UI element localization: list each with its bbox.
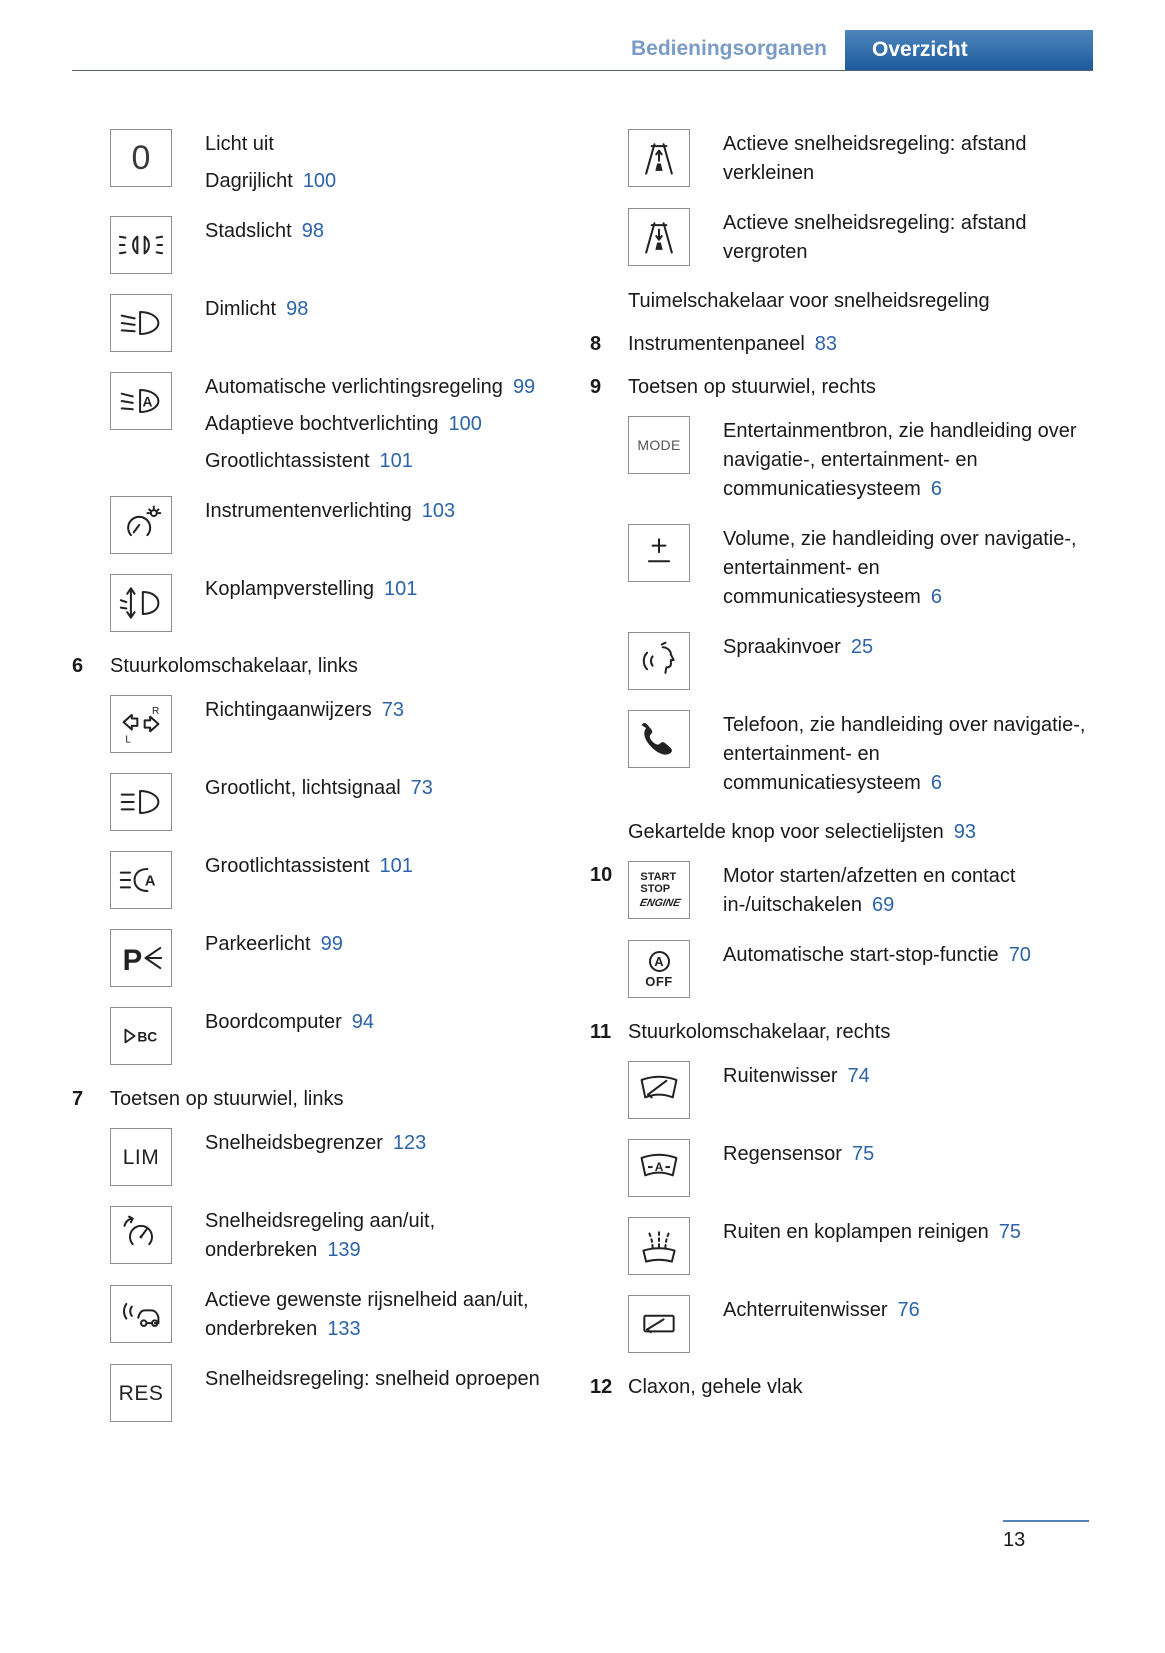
acc-distance-decrease-icon: [628, 129, 690, 187]
svg-text:A: A: [144, 873, 156, 890]
low-beam-icon: [110, 294, 172, 352]
entry-text: Regensensor 75: [723, 1143, 875, 1165]
entry-text: Ruiten en koplampen reinigen 75: [723, 1221, 1021, 1243]
washer-icon: [628, 1217, 690, 1275]
page-reference: 98: [286, 298, 309, 320]
entry-texts: [723, 129, 1092, 188]
entry-row: [590, 1295, 1092, 1353]
section-row: [590, 330, 1092, 359]
entry-texts: [723, 208, 1092, 267]
page-reference: 101: [383, 578, 418, 600]
entry-text: Grootlichtassistent 101: [205, 855, 413, 877]
page-reference: 73: [410, 777, 433, 799]
entry-text: Ruitenwisser 74: [723, 1065, 870, 1087]
wiper-icon: [628, 1061, 690, 1119]
section-row: [72, 652, 574, 681]
item-number: 7: [72, 1088, 84, 1110]
entry-texts: [205, 1128, 426, 1158]
volume-icon: [628, 524, 690, 582]
page-reference: 103: [421, 500, 456, 522]
rear-wiper-icon: [628, 1295, 690, 1353]
entry-texts: [205, 129, 336, 196]
rain-sensor-icon: [628, 1139, 690, 1197]
entry-texts: [723, 710, 1092, 798]
item-number: 10: [590, 864, 613, 886]
entry-text: Snelheidsbegrenzer 123: [205, 1132, 427, 1154]
entry-text: Actieve gewenste rijsnelheid aan/uit, onderbreken 133: [205, 1289, 529, 1340]
entry-texts: [205, 496, 455, 526]
entry-row: [72, 695, 574, 753]
mode-icon: MODE: [628, 416, 690, 474]
page-reference: 93: [953, 821, 976, 843]
page-reference: 74: [847, 1065, 870, 1087]
item-label: Tuimelschakelaar voor snelheidsregeling: [628, 290, 990, 312]
entry-texts: [723, 1217, 1021, 1247]
resume-icon: RES: [110, 1364, 172, 1422]
item-number: 8: [590, 333, 602, 355]
entry-texts: [205, 574, 417, 604]
entry-text: Snelheidsregeling aan/uit, onderbreken 139: [205, 1210, 436, 1261]
content: [72, 129, 1093, 1442]
entry-row: [72, 929, 574, 987]
page-reference: 99: [512, 376, 536, 398]
item-number: 11: [590, 1021, 612, 1043]
entry-texts: [723, 1139, 874, 1169]
acc-toggle-icon: [110, 1285, 172, 1343]
entry-text: Adaptieve bochtverlichting 100: [205, 413, 482, 435]
entry-row: [590, 524, 1092, 612]
parking-light-icon: [110, 929, 172, 987]
entry-texts: [723, 861, 1092, 920]
item-label: Stuurkolomschakelaar, links: [110, 655, 358, 677]
page-reference: 123: [392, 1132, 427, 1154]
item-number: 9: [590, 376, 602, 398]
entry-text: Snelheidsregeling: snelheid oproepen: [205, 1368, 540, 1390]
entry-text: Dimlicht 98: [205, 298, 309, 320]
entry-row: [72, 1128, 574, 1186]
entry-texts: [205, 372, 535, 476]
entry-texts: [205, 216, 324, 246]
page-reference: 76: [897, 1299, 920, 1321]
tab-label: Overzicht: [872, 38, 968, 61]
acc-distance-increase-icon: [628, 208, 690, 266]
item-label: Toetsen op stuurwiel, rechts: [628, 376, 876, 398]
page-reference: 100: [302, 170, 337, 192]
page-reference: 6: [930, 586, 942, 608]
entry-text: Licht uit: [205, 133, 274, 155]
item-label: Claxon, gehele vlak: [628, 1376, 803, 1398]
entry-text: Spraakinvoer 25: [723, 636, 874, 658]
cruise-control-icon: [110, 1206, 172, 1264]
entry-text: Richtingaanwijzers 73: [205, 699, 404, 721]
svg-text:A: A: [654, 1159, 664, 1174]
high-beam-assist-icon: [110, 851, 172, 909]
entry-text: Actieve snelheidsregeling: afstand verkleinen: [723, 133, 1027, 184]
page-reference: 70: [1008, 944, 1031, 966]
entry-texts: [723, 416, 1092, 504]
item-label: Instrumentenpaneel 83: [628, 333, 838, 355]
entry-text: Automatische start-stop-functie 70: [723, 944, 1031, 966]
auto-start-stop-icon: A OFF: [628, 940, 690, 998]
high-beam-icon: [110, 773, 172, 831]
item-label: Gekartelde knop voor selectielijsten 93: [628, 821, 976, 843]
entry-row: [590, 208, 1092, 267]
section-row: [590, 1018, 1092, 1047]
entry-texts: [205, 294, 308, 324]
page-footer: [1003, 1520, 1089, 1552]
entry-texts: [723, 940, 1031, 970]
entry-row: [590, 416, 1092, 504]
entry-row: [590, 1061, 1092, 1119]
entry-text: Volume, zie handleiding over navigatie-, entertainment- en communicatiesysteem 6: [723, 528, 1077, 608]
entry-text: Instrumentenverlichting 103: [205, 500, 456, 522]
entry-texts: [723, 1295, 920, 1325]
svg-text:L: L: [125, 734, 132, 746]
svg-text:R: R: [152, 705, 160, 717]
page-reference: 99: [320, 933, 343, 955]
entry-text: Dagrijlicht 100: [205, 170, 337, 192]
entry-texts: [205, 1364, 540, 1394]
item-number: 12: [590, 1376, 613, 1398]
page-reference: 98: [301, 220, 324, 242]
section-row: [72, 1085, 574, 1114]
entry-text: Koplampverstelling 101: [205, 578, 418, 600]
entry-row: [72, 129, 574, 196]
entry-row: [590, 632, 1092, 690]
phone-icon: [628, 710, 690, 768]
page-reference: 83: [814, 333, 838, 355]
city-light-icon: [110, 216, 172, 274]
entry-row: [590, 1217, 1092, 1275]
footer-rule: [1003, 1520, 1089, 1522]
entry-text: Grootlicht, lichtsignaal 73: [205, 777, 433, 799]
onboard-computer-icon: [110, 1007, 172, 1065]
entry-row: [72, 1364, 574, 1422]
item-label: Stuurkolomschakelaar, rechts: [628, 1021, 891, 1043]
entry-text: Stadslicht 98: [205, 220, 324, 242]
item-label: Toetsen op stuurwiel, links: [110, 1088, 344, 1110]
entry-row: [72, 1007, 574, 1065]
entry-texts: [205, 1007, 374, 1037]
entry-text: Actieve snelheidsregeling: afstand vergroten: [723, 212, 1027, 263]
page-reference: 101: [379, 855, 413, 877]
entry-row: [590, 129, 1092, 188]
entry-row: [72, 1285, 574, 1344]
left-column: [72, 129, 574, 1442]
page-reference: 133: [327, 1318, 361, 1340]
text-row: [590, 818, 1092, 847]
entry-row: [590, 710, 1092, 798]
svg-text:BC: BC: [137, 1029, 158, 1045]
entry-texts: [205, 851, 413, 881]
entry-row: [72, 294, 574, 352]
entry-row: [72, 574, 574, 632]
auto-light-icon: [110, 372, 172, 430]
entry-texts: [723, 1061, 870, 1091]
page-reference: 101: [379, 450, 413, 472]
entry-row: [590, 1139, 1092, 1197]
page-reference: 75: [851, 1143, 875, 1165]
entry-row: [590, 940, 1092, 998]
entry-texts: [205, 1206, 574, 1265]
entry-row: [72, 851, 574, 909]
entry-texts: [205, 695, 404, 725]
entry-row: [72, 216, 574, 274]
entry-row: [72, 496, 574, 554]
page-reference: 75: [998, 1221, 1021, 1243]
svg-text:P: P: [122, 943, 143, 977]
entry-texts: [723, 524, 1092, 612]
entry-text: Boordcomputer 94: [205, 1011, 374, 1033]
entry-text: Motor starten/afzetten en contact in-/uitschakelen 69: [723, 865, 1016, 916]
page-reference: 100: [448, 413, 482, 435]
item-number: 6: [72, 655, 84, 677]
entry-text: Grootlichtassistent 101: [205, 450, 413, 472]
tab-overzicht: [845, 30, 1093, 70]
page-header: [72, 0, 1093, 71]
entry-texts: [205, 929, 343, 959]
section-row: [590, 1373, 1092, 1402]
start-stop-engine-icon: START STOP ENGINE: [628, 861, 690, 919]
section-row: [590, 373, 1092, 402]
page-reference: 73: [381, 699, 404, 721]
page-reference: 139: [327, 1239, 361, 1261]
instrument-lighting-icon: [110, 496, 172, 554]
svg-text:A: A: [142, 394, 153, 410]
entry-text: Entertainmentbron, zie handleiding over navigatie-, entertainment- en communicatiesysteem 6: [723, 420, 1077, 500]
text-row: [590, 287, 1092, 316]
voice-input-icon: [628, 632, 690, 690]
breadcrumb: Bedieningsorganen: [630, 37, 827, 60]
headlamp-leveling-icon: [110, 574, 172, 632]
page-reference: 6: [930, 772, 942, 794]
entry-texts: [723, 632, 873, 662]
light-off-icon: 0: [110, 129, 172, 187]
page-number: 13: [1003, 1529, 1026, 1551]
entry-text: Achterruitenwisser 76: [723, 1299, 920, 1321]
page-reference: 69: [871, 894, 895, 916]
page-reference: 25: [850, 636, 874, 658]
entry-row: [72, 773, 574, 831]
page-reference: 94: [351, 1011, 374, 1033]
speed-limiter-icon: LIM: [110, 1128, 172, 1186]
entry-row: [72, 372, 574, 476]
entry-text: Telefoon, zie handleiding over navigatie-, entertainment- en communicatiesysteem 6: [723, 714, 1086, 794]
entry-texts: [205, 1285, 574, 1344]
entry-row: [590, 861, 1092, 920]
right-column: [590, 129, 1092, 1442]
entry-texts: [205, 773, 433, 803]
entry-row: [72, 1206, 574, 1265]
entry-text: Parkeerlicht 99: [205, 933, 343, 955]
entry-text: Automatische verlichtingsregeling 99: [205, 376, 536, 398]
turn-indicator-icon: [110, 695, 172, 753]
page-reference: 6: [930, 478, 942, 500]
